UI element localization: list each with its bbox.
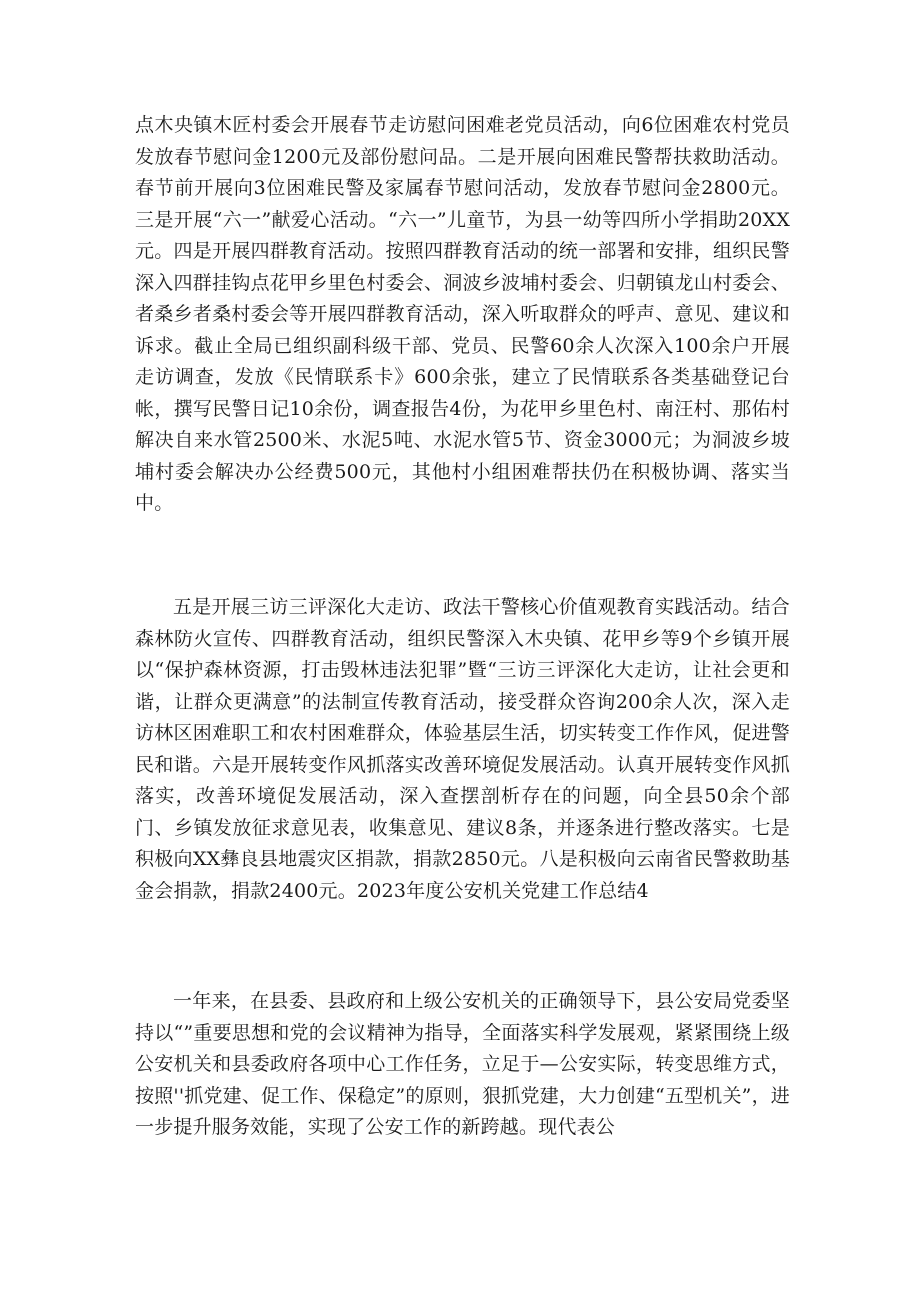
paragraph-3: 一年来，在县委、县政府和上级公安机关的正确领导下，县公安局党委坚持以“”重要思想和党的会议精神为指导，全面落实科学发展观，紧紧围绕上级公安机关和县委政府各项中心工作任务，立足于—公安实际，转变思维方式，按照''抓党建、促工作、保稳定”的原则，狠抓党建，大力创建“五型机关”，进一步提升服务效能，实现了公安工作的新跨越。现代表公 (135, 990, 790, 1138)
paragraph-2: 五是开展三访三评深化大走访、政法干警核心价值观教育实践活动。结合森林防火宣传、四群教育活动，组织民警深入木央镇、花甲乡等9个乡镇开展以“保护森林资源，打击毁林违法犯罪”暨“三访三评深化大走访，让社会更和谐，让群众更满意”的法制宣传教育活动，接受群众咨询200余人次，深入走访林区困难职工和农村困难群众，体验基层生活，切实转变工作作风，促进警民和谐。六是开展转变作风抓落实改善环境促发展活动。认真开展转变作风抓落实，改善环境促发展活动，深入查摆剖析存在的问题，向全县50余个部门、乡镇发放征求意见表，收集意见、建议8条，并逐条进行整改落实。七是积极向XX彝良县地震灾区捐款，捐款2850元。八是积极向云南省民警救助基金会捐款，捐款2400元。2023年度公安机关党建工作总结4 (135, 596, 790, 902)
paragraph-1: 点木央镇木匠村委会开展春节走访慰问困难老党员活动，向6位困难农村党员发放春节慰问金1200元及部份慰问品。二是开展向困难民警帮扶救助活动。春节前开展向3位困难民警及家属春节慰问活动，发放春节慰问金2800元。三是开展“六一”献爱心活动。“六一”儿童节，为县一幼等四所小学捐助20XX元。四是开展四群教育活动。按照四群教育活动的统一部署和安排，组织民警深入四群挂钩点花甲乡里色村委会、洞波乡波埔村委会、归朝镇龙山村委会、者桑乡者桑村委会等开展四群教育活动，深入听取群众的呼声、意见、建议和诉求。截止全局已组织副科级干部、党员、民警60余人次深入100余户开展走访调查，发放《民情联系卡》600余张，建立了民情联系各类基础登记台帐，撰写民警日记10余份，调查报告4份，为花甲乡里色村、南汪村、那佑村解决自来水管2500米、水泥5吨、水泥水管5节、资金3000元；为洞波乡坡埔村委会解决办公经费500元，其他村小组困难帮扶仍在积极协调、落实当中。 (135, 114, 790, 514)
